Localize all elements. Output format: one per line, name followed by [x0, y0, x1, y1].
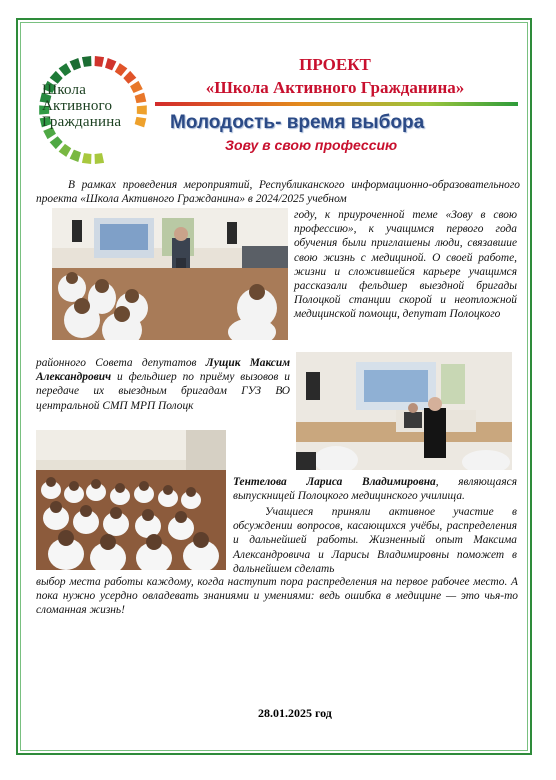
logo-ring-segment: [130, 81, 143, 93]
photo-audience: [36, 430, 226, 570]
paragraph-speaker-2: [233, 475, 517, 503]
logo-ring-segment: [135, 93, 147, 104]
logo-ring-segment: [70, 150, 81, 162]
page-title: Молодость- время выбора: [170, 112, 425, 133]
text-speaker-role: и фельдшер по приёму вызовов и передаче их выездным бригадам ГУЗ ВО центральной СМП МРП Полоцк: [36, 371, 290, 412]
logo-ring-segment: [95, 56, 105, 67]
logo-line-2: Активного: [42, 98, 113, 114]
logo-ring-segment: [50, 136, 63, 149]
paragraph-speaker-1: [36, 356, 290, 413]
photo-speaker: [296, 352, 512, 470]
logo-ring-segment: [105, 58, 116, 70]
text-speaker-2-info: , являющаяся выпускницей Полоцкого медицинского училища.: [233, 476, 517, 503]
logo-ring-segment: [135, 117, 147, 128]
project-label: ПРОЕКТ: [299, 55, 371, 74]
paragraph-discussion: Учащиеся приняли активное участие в обсуждении вопросов, касающихся учёбы, распределения и дальнейшей работы. Жизненный опыт Максима Александровича и Ларисы Владимировны поможет в дальнейшем сделать: [233, 506, 517, 575]
logo-ring-segment: [123, 71, 136, 84]
project-name: «Школа Активного Гражданина»: [205, 78, 465, 97]
logo-ring-segment: [82, 56, 92, 67]
speaker-name-1: Лущик Максим Александрович: [36, 357, 290, 384]
paragraph-intro: В рамках проведения мероприятий, Республиканского информационно-образовательного проекта «Школа Активного Гражданина» в 2024/2025 учебном: [36, 179, 520, 206]
speaker-name-2: Тентелова Лариса Владимировна: [233, 476, 436, 488]
date-label: 28.01.2025 год: [258, 706, 332, 720]
logo-line-3: Гражданина: [42, 114, 122, 130]
gradient-bar: [155, 102, 518, 106]
logo-ring-segment: [82, 153, 92, 164]
paragraph-intro-continued: году, к приуроченной теме «Зову в свою профессию», к учащимся первого года обучения были приглашены люди, связавшие свою жизнь с медициной. О своей работе, жизни и сложившейся карьере учащимся рассказали фельдшер выездной бригады Полоцкой станции скорой и неотложной медицинской помощи, депутат Полоцкого: [294, 209, 517, 321]
logo-text: [42, 82, 121, 130]
logo-ring-segment: [137, 105, 147, 114]
logo-ring-segment: [115, 63, 128, 76]
logo-ring-segment: [59, 144, 72, 157]
logo-line-1: Школа: [42, 82, 87, 98]
page-subtitle: Зову в свою профессию: [225, 137, 398, 153]
logo-ring-segment: [95, 153, 105, 164]
text-council: районного Совета депутатов: [36, 357, 206, 369]
photo-lecture-hall: [52, 208, 288, 340]
logo-ring-segment: [70, 58, 81, 70]
logo-ring-segment: [59, 63, 72, 76]
paragraph-conclusion: выбор места работы каждому, когда наступит пора распределения на первое рабочее место. А пока нужно усердно овладевать знаниями и умениями: ведь ошибка в медицине — это чья-то сломанная жизнь!: [36, 576, 518, 617]
